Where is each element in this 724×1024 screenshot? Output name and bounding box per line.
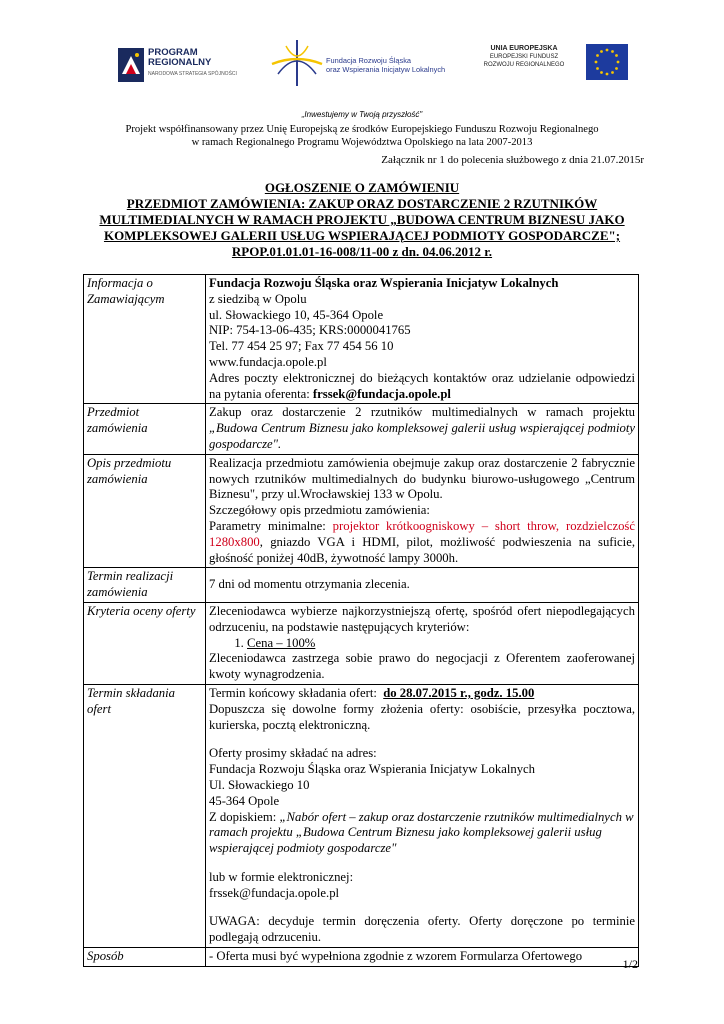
table-row: [84, 568, 639, 603]
project-name: „Budowa Centrum Biznesu jako kompleksowej galerii usług wspierającej podmioty gospodarcze".: [209, 421, 635, 451]
fundacja-logo: [268, 40, 468, 86]
document-heading: [84, 180, 640, 260]
criteria-list: [209, 636, 635, 652]
row-label: Opis przedmiotu zamówienia: [84, 454, 206, 568]
row-label: Termin składania ofert: [84, 684, 206, 947]
program-logo-line2: REGIONALNY: [148, 57, 212, 68]
heading-subject: PRZEDMIOT ZAMÓWIENIA: ZAKUP ORAZ DOSTARCZENIE 2 RZUTNIKÓW MULTIMEDIALNYCH W RAMACH PROJEKTU „BUDOWA CENTRUM BIZNESU JAKO KOMPLEKSOWEJ GALERII USŁUG WSPIERAJĄCEJ PODMIOTY GOSPODARCZE"; RPOP.01.01.01-16-008/11-00 z dn. 04.06.2012 r.: [99, 196, 625, 259]
header-logos: [0, 40, 724, 90]
deadline-line: [209, 686, 635, 702]
motto: „Inwestujemy w Twoją przyszłość": [301, 110, 423, 119]
minimum-parameters: [209, 519, 635, 566]
table-row: [84, 454, 639, 568]
table-row: [84, 404, 639, 454]
row-value: [206, 684, 639, 947]
parameters-rest: , gniazdo VGA i HDMI, pilot, możliwość podwieszenia na suficie, głośność poniżej 40dB, żywotność lampy 3000h.: [209, 534, 635, 565]
row-value: - Oferta musi być wypełniona zgodnie z wzorem Formularza Ofertowego: [206, 948, 639, 967]
page-number: 1/2: [622, 957, 638, 971]
row-label: Termin realizacji zamówienia: [84, 568, 206, 603]
contact-email[interactable]: frssek@fundacja.opole.pl: [312, 386, 451, 401]
fundacja-logo-line2: oraz Wspierania Inicjatyw Lokalnych: [326, 65, 446, 74]
address-city: 45-364 Opole: [209, 793, 280, 808]
row-value: [206, 602, 639, 684]
program-regionalny-logo: [118, 46, 238, 86]
fundacja-logo-line1: Fundacja Rozwoju Śląska: [326, 56, 412, 65]
row-value: [206, 454, 639, 568]
table-row: [84, 684, 639, 947]
row-value: [206, 404, 639, 454]
heading-title: OGŁOSZENIE O ZAMÓWIENIU: [264, 180, 460, 195]
criteria-note: Zleceniodawca zastrzega sobie prawo do negocjacji z Oferentem zaoferowanej kwoty wynagrodzenia.: [209, 651, 635, 682]
contractor-nip: NIP: 754-13-06-435; KRS:0000041765: [209, 323, 411, 338]
description-detail-heading: Szczegółowy opis przedmiotu zamówienia:: [209, 503, 430, 518]
contractor-address: ul. Słowackiego 10, 45-364 Opole: [209, 307, 384, 322]
projector-spec-highlight: projektor krótkoogniskowy – short throw, rozdzielczość 1280x800: [209, 518, 635, 549]
criteria-item: 1. Cena – 100%: [247, 636, 635, 652]
address-annotation: [209, 810, 635, 857]
deadline-prefix: Termin końcowy składania ofert:: [209, 685, 377, 700]
submission-forms: Dopuszcza się dowolne formy złożenia oferty: osobiście, przesyłka pocztowa, kurierska, pocztą elektroniczną.: [209, 701, 635, 732]
eu-flag-icon: [586, 44, 628, 80]
parameters-label: Parametry minimalne:: [209, 518, 326, 533]
address-org: Fundacja Rozwoju Śląska oraz Wspierania Inicjatyw Lokalnych: [209, 762, 536, 777]
order-details-table: [83, 274, 639, 967]
row-label: Sposób: [84, 948, 206, 967]
fundacja-emblem-icon: [268, 40, 326, 86]
eu-logo-line2: EUROPEJSKI FUNDUSZ: [489, 54, 559, 60]
annotation-text: „Nabór ofert – zakup oraz dostarczenie rzutników multimedialnych w ramach projektu „Budowa Centrum Biznesu jako kompleksowej galerii usług wspierającej podmioty gospodarcze": [209, 809, 634, 856]
contact-info-text: Adres poczty elektronicznej do bieżących kontaktów oraz udzielanie odpowiedzi na pytania oferenta:: [209, 370, 635, 401]
eu-logo-line3: ROZWOJU REGIONALNEGO: [483, 62, 565, 68]
eu-logo-line1: UNIA EUROPEJSKA: [490, 45, 558, 52]
row-label: Informacja o Zamawiającym: [84, 275, 206, 404]
eu-logo: [482, 44, 632, 84]
contractor-seat: z siedzibą w Opolu: [209, 291, 307, 306]
annotation-label: Z dopiskiem:: [209, 809, 277, 824]
cofinancing-line1: Projekt współfinansowany przez Unię Europejską ze środków Europejskiego Funduszu Rozwoju Regionalnego: [125, 124, 599, 135]
criteria-intro: Zleceniodawca wybierze najkorzystniejszą ofertę, spośród ofert niepodlegających odrzuceniu, na podstawie następujących kryteriów:: [209, 603, 635, 634]
row-label: Kryteria oceny oferty: [84, 602, 206, 684]
contractor-website[interactable]: www.fundacja.opole.pl: [209, 354, 327, 369]
electronic-intro: lub w formie elektronicznej:: [209, 869, 354, 884]
contractor-name: Fundacja Rozwoju Śląska oraz Wspierania Inicjatyw Lokalnych: [209, 276, 559, 290]
deadline-warning: UWAGA: decyduje termin doręczenia oferty. Oferty doręczone po terminie podlegają odrzuceniu.: [209, 914, 635, 945]
row-label: Przedmiot zamówienia: [84, 404, 206, 454]
table-row: [84, 948, 639, 967]
electronic-email[interactable]: frssek@fundacja.opole.pl: [209, 885, 340, 900]
description-text: Realizacja przedmiotu zamówienia obejmuje zakup oraz dostarczenie 2 fabrycznie nowych rzutników multimedialnych do budynku biurowo-usługowego „Centrum Biznesu", przy ul.Wrocławskiej 133 w Opolu.: [209, 455, 635, 502]
row-value: 7 dni od momentu otrzymania zlecenia.: [206, 568, 639, 603]
table-row: [84, 275, 639, 404]
program-logo-line3: NARODOWA STRATEGIA SPÓJNOŚCI: [148, 71, 237, 77]
address-street: Ul. Słowackiego 10: [209, 777, 310, 792]
cofinancing-note: [80, 124, 644, 149]
row-value: [206, 275, 639, 404]
program-logo-line1: PROGRAM: [148, 47, 198, 58]
attachment-note: Załącznik nr 1 do polecenia służbowego z dnia 21.07.2015r: [381, 154, 644, 166]
contractor-phone: Tel. 77 454 25 97; Fax 77 454 56 10: [209, 339, 394, 354]
program-regionalny-icon: [118, 48, 144, 82]
subject-text: Zakup oraz dostarczenie 2 rzutników multimedialnych w ramach projektu: [209, 405, 635, 420]
deadline-date: do 28.07.2015 r., godz. 15.00: [383, 685, 535, 700]
table-row: [84, 602, 639, 684]
cofinancing-line2: w ramach Regionalnego Programu Województwa Opolskiego na lata 2007-2013: [191, 136, 533, 148]
address-intro: Oferty prosimy składać na adres:: [209, 746, 377, 761]
